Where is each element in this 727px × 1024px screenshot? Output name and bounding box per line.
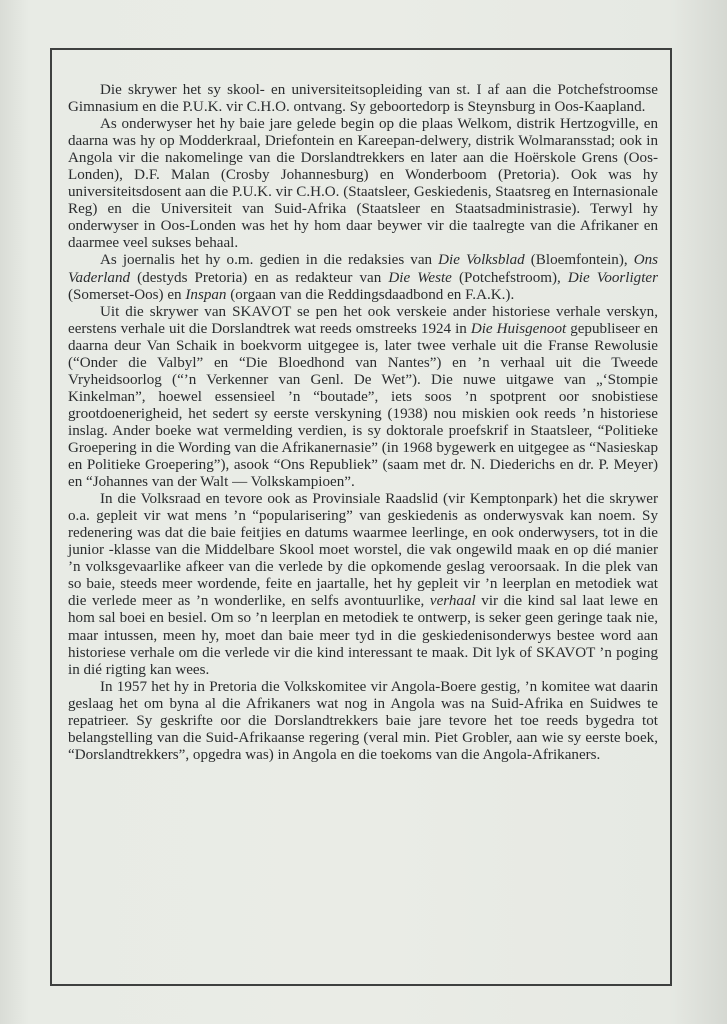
paragraph-journalism [68,252,658,303]
paragraph-history-education [68,491,658,679]
italic-title-text: Die Voorligter [567,269,658,286]
text-run: (Bloemfontein), [524,252,634,269]
text-run: Uit die skrywer van SKAVOT se pen het ook verskeie ander historiese verhale verskyn, eerstens verhale uit die Dorslandtrek wat reeds omstreeks 1924 in [68,303,658,337]
italic-title-text: Inspan [185,286,227,303]
paragraph-education [68,82,658,116]
italic-title-text: Die Huisgenoot [470,320,567,337]
text-run: (Potchefstroom), [451,269,568,286]
paragraph-teaching-career [68,116,658,252]
paragraph-angola-committee [68,679,658,764]
text-run: vir die kind sal laat lewe en hom sal boei en besiel. Om so ’n leerplan en metodiek te ontwerp, is seker geen geringe taak nie, maar intussen, meen hy, moet dan baie meer tyd in die geskiedenisonderwys bestee word aan historiese verhale om die verlede vir die kind interessant te maak. Dit lyk of SKAVOT ’n poging in dié rigting kan wees. [68,593,658,678]
paragraph-other-works [68,304,658,492]
italic-title-text: Die Volksblad [438,252,525,269]
biography-text [68,82,658,764]
text-run: In 1957 het hy in Pretoria die Volkskomitee vir Angola-Boere gestig, ’n komitee wat daarin geslaag het om byna al die Afrikaners wat nog in Angola was na Suid-Afrika en Suidwes te repatrieer. Sy geskrifte oor die Dorslandtrekkers baie jare tevore het toe reeds bygedra tot belangstelling van die Suid-Afrikaanse regering (veral min. Piet Grobler, aan wie sy eerste boek, “Dorslandtrekkers”, opgedra was) in Angola en die toekoms van die Angola-Afrikaners. [68,678,658,763]
text-run: As joernalis het hy o.m. gedien in die redaksies van [100,252,439,269]
text-run: In die Volksraad en tevore ook as Provinsiale Raadslid (vir Kemptonpark) het die skrywer o.a. gepleit vir wat mens ’n “popularisering” van geskiedenis as onderwysvak kan noem. Sy redenering was dat die baie feitjies en datums waarmee leerlinge, en ook onderwysers, tot in die junior -klasse van die Middelbare Skool moet worstel, die vak ongewild maak en op dié manier ’n volksgevaarlike afkeer van die verlede by die opkomende geslag veroorsaak. In die plek van so baie, steeds meer wordende, feite en jaartalle, het hy gepleit vir ’n leerplan en metodiek wat die verlede meer as ’n wonderlike, en selfs avontuurlike, [68,491,658,610]
italic-title-text: Die Weste [388,269,452,286]
text-run: (destyds Pretoria) en as redakteur van [130,269,389,286]
text-run: (orgaan van die Reddingsdaadbond en F.A.K.). [226,286,515,303]
text-run: (Somerset-Oos) en [68,286,186,303]
italic-title-text: verhaal [429,593,476,610]
italic-title-text: Ons Vaderland [68,252,659,286]
text-run: As onderwyser het hy baie jare gelede begin op die plaas Welkom, distrik Hertzogville, en daarna was hy op Modderkraal, Driefontein en Kareepan-delwery, distrik Wolmaransstad; ook in Angola vir die nakomelinge van die Dorslandtrekkers en later aan die Hoërskole Grens (Oos-Londen), D.F. Malan (Crosby Johannesburg) en Wonderboom (Pretoria). Ook was hy universiteitsdosent aan die P.U.K. vir C.H.O. (Staatsleer, Geskiedenis, Staatsreg en Internasionale Reg) en die Universiteit van Suid-Afrika (Staatsleer en Staatsadministrasie). Terwyl hy onderwyser in Oos-Londen was het hy hom daar beywer vir die taalregte van die Afrikaner en daarmee veel sukses behaal. [68,116,658,252]
text-run: Die skrywer het sy skool- en universiteitsopleiding van st. I af aan die Potchefstroomse Gimnasium en die P.U.K. vir C.H.O. ontvang. Sy geboortedorp is Steynsburg in Oos-Kaapland. [68,82,658,116]
text-run: gepubliseer en daarna deur Van Schaik in boekvorm uitgegee is, later twee verhale uit die Franse Rewolusie (“Onder die Valbyl” en “Die Bloedhond van Nantes”) en ’n verhaal uit die Tweede Vryheidsoorlog (“’n Verkenner van Genl. De Wet”). Die nuwe uitgawe van „‘Stompie Kinkelman”, hoewel essensieel ’n “boutade”, iets soos ’n spotprent oor snobistiese grootdoenerigheid, het sedert sy eerste verskyning (1938) nou miskien ook reeds ’n historiese inslag. Ander boeke wat vermelding verdien, is sy doktorale proefskrif in Staatsleer, “Politieke Groepering in die Wording van die Afrikanernasie” (in 1968 bygewerk en uitgegee as “Nasieskap en Politieke Groepering”), asook “Ons Republiek” (saam met dr. N. Diederichs en dr. P. Meyer) en “Johannes van der Walt — Volkskampioen”. [68,320,658,491]
